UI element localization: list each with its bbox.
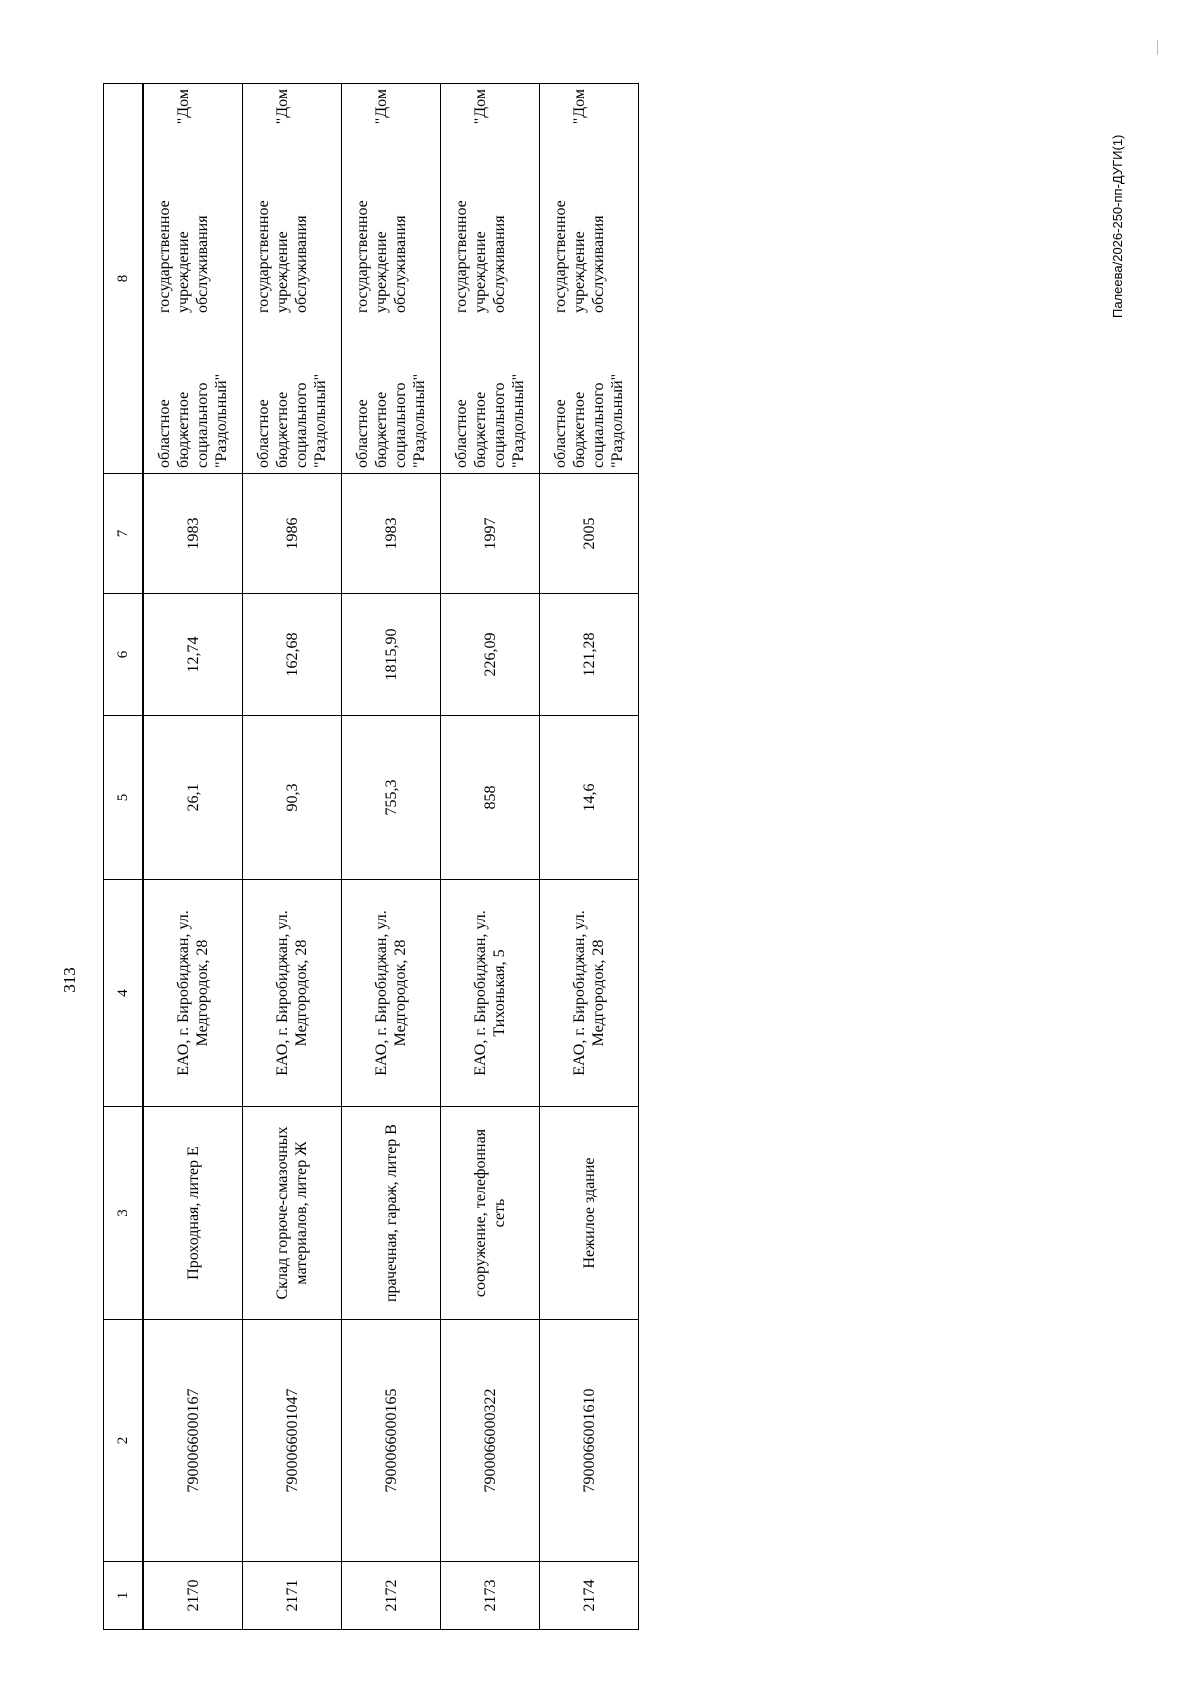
year-cell: 1997: [441, 474, 540, 594]
column-header: 4: [104, 880, 144, 1107]
rotated-table-wrapper: [103, 84, 626, 1630]
owner-text-right: [155, 89, 231, 313]
value-cell: 226,09: [441, 594, 540, 716]
owner-line: обслуживания: [590, 215, 607, 313]
cadastral-number-cell: 7900066001047: [243, 1320, 342, 1562]
object-name-cell: Нежилое здание: [540, 1107, 639, 1320]
value-cell: 1815,90: [342, 594, 441, 716]
cadastral-number-cell: 7900066000322: [441, 1320, 540, 1562]
owner-cell: [441, 84, 540, 474]
owner-text: [452, 89, 528, 468]
owner-line: областное: [453, 399, 470, 468]
address-cell: ЕАО, г. Биробиджан, ул. Медгородок, 28: [342, 880, 441, 1107]
table-row: [243, 84, 342, 1630]
owner-line: социального: [293, 382, 310, 468]
owner-text-left: [254, 323, 330, 468]
column-header: 8: [104, 84, 144, 474]
owner-text-right: [551, 89, 627, 313]
address-cell: ЕАО, г. Биробиджан, ул. Тихонькая, 5: [441, 880, 540, 1107]
owner-cell: [540, 84, 639, 474]
owner-text: [254, 89, 330, 468]
area-cell: 90,3: [243, 716, 342, 880]
owner-line: учреждение "Дом: [472, 89, 489, 313]
owner-line: учреждение "Дом: [175, 89, 192, 313]
owner-text-left: [353, 323, 429, 468]
owner-line: учреждение "Дом: [274, 89, 291, 313]
row-number-cell: 2174: [540, 1562, 639, 1630]
owner-line: социального: [491, 382, 508, 468]
owner-line: областное: [354, 399, 371, 468]
object-name-cell: Склад горюче-смазочных материалов, литер Ж: [243, 1107, 342, 1320]
table-row: [342, 84, 441, 1630]
owner-line: бюджетное: [571, 391, 588, 468]
table-row: [143, 84, 243, 1630]
owner-line: областное: [156, 399, 173, 468]
document-code: Палеева/2026-250-пп-ДУГИ(1): [1110, 134, 1125, 318]
owner-line: бюджетное: [472, 391, 489, 468]
row-number-cell: 2170: [143, 1562, 243, 1630]
year-cell: 1983: [342, 474, 441, 594]
cadastral-number-cell: 7900066000165: [342, 1320, 441, 1562]
column-header: 7: [104, 474, 144, 594]
value-cell: 12,74: [143, 594, 243, 716]
owner-line: государственное: [453, 200, 470, 313]
owner-cell: [243, 84, 342, 474]
owner-line: учреждение "Дом: [373, 89, 390, 313]
cadastral-number-cell: 7900066000167: [143, 1320, 243, 1562]
owner-line: "Раздольный": [312, 373, 329, 468]
owner-cell: [342, 84, 441, 474]
owner-line: областное: [552, 399, 569, 468]
column-header: 2: [104, 1320, 144, 1562]
column-header: 6: [104, 594, 144, 716]
owner-line: "Раздольный": [411, 373, 428, 468]
owner-line: обслуживания: [293, 215, 310, 313]
owner-line: "Раздольный": [510, 373, 527, 468]
owner-line: государственное: [552, 200, 569, 313]
owner-line: социального: [194, 382, 211, 468]
page-number: 313: [60, 967, 79, 993]
owner-text: [353, 89, 429, 468]
owner-line: бюджетное: [175, 391, 192, 468]
object-name-cell: Проходная, литер Е: [143, 1107, 243, 1320]
object-name-cell: прачечная, гараж, литер В: [342, 1107, 441, 1320]
owner-line: государственное: [354, 200, 371, 313]
area-cell: 26,1: [143, 716, 243, 880]
object-name-cell: сооружение, телефонная сеть: [441, 1107, 540, 1320]
area-cell: 858: [441, 716, 540, 880]
address-cell: ЕАО, г. Биробиджан, ул. Медгородок, 28: [243, 880, 342, 1107]
owner-text: [551, 89, 627, 468]
value-cell: 162,68: [243, 594, 342, 716]
year-cell: 2005: [540, 474, 639, 594]
owner-line: областное: [255, 399, 272, 468]
owner-line: "Раздольный": [213, 373, 230, 468]
owner-cell: [143, 84, 243, 474]
owner-text: [155, 89, 231, 468]
owner-text-right: [254, 89, 330, 313]
owner-text-left: [155, 323, 231, 468]
area-cell: 755,3: [342, 716, 441, 880]
owner-line: обслуживания: [392, 215, 409, 313]
value-cell: 121,28: [540, 594, 639, 716]
owner-line: обслуживания: [491, 215, 508, 313]
owner-line: обслуживания: [194, 215, 211, 313]
owner-text-right: [452, 89, 528, 313]
owner-line: социального: [590, 382, 607, 468]
owner-line: учреждение "Дом: [571, 89, 588, 313]
owner-line: социального: [392, 382, 409, 468]
property-register-table: [103, 83, 639, 1630]
area-cell: 14,6: [540, 716, 639, 880]
year-cell: 1983: [143, 474, 243, 594]
owner-line: "Раздольный": [609, 373, 626, 468]
column-header: 5: [104, 716, 144, 880]
cadastral-number-cell: 7900066001610: [540, 1320, 639, 1562]
table-header-row: [104, 84, 144, 1630]
table-row: [540, 84, 639, 1630]
owner-text-left: [452, 323, 528, 468]
table-row: [441, 84, 540, 1630]
row-number-cell: 2172: [342, 1562, 441, 1630]
column-header: 1: [104, 1562, 144, 1630]
scan-edge-mark: [1157, 40, 1158, 55]
owner-line: бюджетное: [373, 391, 390, 468]
owner-line: государственное: [255, 200, 272, 313]
row-number-cell: 2171: [243, 1562, 342, 1630]
address-cell: ЕАО, г. Биробиджан, ул. Медгородок, 28: [540, 880, 639, 1107]
owner-text-right: [353, 89, 429, 313]
year-cell: 1986: [243, 474, 342, 594]
owner-text-left: [551, 323, 627, 468]
address-cell: ЕАО, г. Биробиджан, ул. Медгородок, 28: [143, 880, 243, 1107]
owner-line: государственное: [156, 200, 173, 313]
owner-line: бюджетное: [274, 391, 291, 468]
row-number-cell: 2173: [441, 1562, 540, 1630]
column-header: 3: [104, 1107, 144, 1320]
